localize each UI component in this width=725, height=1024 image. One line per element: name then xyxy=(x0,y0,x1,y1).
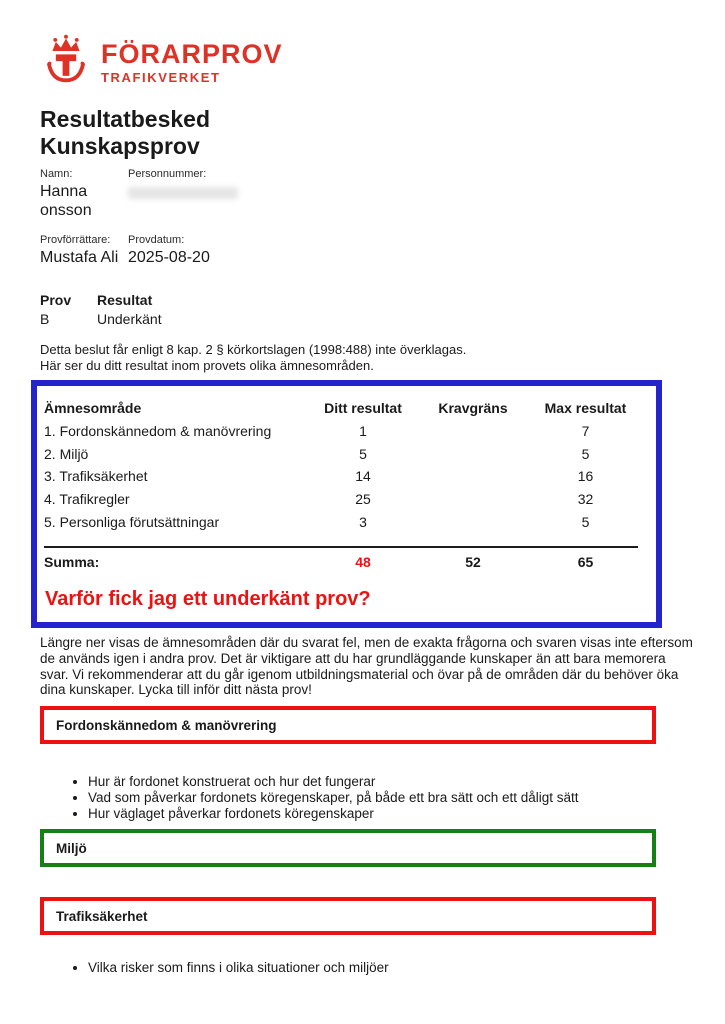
bullet-item: • Vilka risker som finns i olika situationer och miljöer xyxy=(88,960,652,976)
row-area: 2. Miljö xyxy=(44,445,89,462)
person-info-row xyxy=(40,168,348,220)
section-box-fordonskannedom xyxy=(40,706,656,744)
section-box-trafiksakerhet xyxy=(40,897,656,935)
examiner-value: Mustafa Ali xyxy=(40,249,119,266)
legal-note-block xyxy=(40,342,700,373)
summa-divider xyxy=(44,546,638,548)
table-row xyxy=(37,488,656,511)
row-area: 1. Fordonskännedom & manövrering xyxy=(44,423,272,440)
examiner-field xyxy=(40,234,128,267)
row-result: 5 xyxy=(359,445,367,462)
row-area: 4. Trafikregler xyxy=(44,491,130,508)
name-value: Hanna onsson xyxy=(40,183,92,219)
logo-brand-text: FÖRARPROV xyxy=(101,38,283,69)
row-area: 3. Trafiksäkerhet xyxy=(44,468,148,485)
row-max: 7 xyxy=(581,423,590,440)
table-row xyxy=(37,420,656,443)
exam-date-label: Provdatum: xyxy=(128,234,185,246)
page-title-line2: Kunskapsprov xyxy=(40,133,200,159)
row-result: 1 xyxy=(359,423,367,440)
section-box-miljo xyxy=(40,829,656,867)
row-result: 25 xyxy=(355,491,371,508)
col-header-requirement: Kravgräns xyxy=(438,400,508,416)
row-max: 32 xyxy=(577,491,594,508)
summa-result: 48 xyxy=(355,553,371,570)
col-header-area: Ämnesområde xyxy=(44,400,142,416)
legal-note: Detta beslut får enligt 8 kap. 2 § körkortslagen (1998:488) inte överklagas. xyxy=(40,342,467,357)
name-field xyxy=(40,168,128,220)
summa-label: Summa: xyxy=(44,553,100,570)
prov-result-summary xyxy=(40,292,297,327)
col-header-max: Max resultat xyxy=(544,400,627,416)
row-max: 5 xyxy=(581,445,590,462)
summa-row xyxy=(37,552,656,572)
bullet-item: • Vad som påverkar fordonets köregenskaper, på både ett bra sätt och ett dåligt sätt xyxy=(88,790,652,806)
logo-subbrand-text: TRAFIKVERKET xyxy=(101,69,221,85)
exam-date-value: 2025-08-20 xyxy=(128,249,210,266)
prov-header: Prov xyxy=(40,292,72,308)
results-table-header xyxy=(37,386,656,420)
personnummer-label: Personnummer: xyxy=(128,168,207,180)
name-label: Namn: xyxy=(40,168,73,180)
prov-value: B xyxy=(40,311,50,327)
summa-max: 65 xyxy=(577,553,594,570)
summa-krav: 52 xyxy=(465,553,481,570)
row-area: 5. Personliga förutsättningar xyxy=(44,513,220,530)
result-value: Underkänt xyxy=(97,311,162,327)
bullet-item: • Hur väglaget påverkar fordonets köregenskaper xyxy=(88,806,652,822)
section-title: Trafiksäkerhet xyxy=(56,908,148,924)
section-bullets-trafiksakerhet xyxy=(72,960,652,976)
table-row xyxy=(37,465,656,488)
exam-date-field xyxy=(128,234,348,267)
section-bullets-fordonskannedom xyxy=(72,774,652,823)
personnummer-field xyxy=(128,168,348,220)
crown-anchor-icon xyxy=(40,34,92,91)
exam-info-row xyxy=(40,234,348,267)
personnummer-value-redacted xyxy=(128,187,238,199)
explanation-paragraph: Längre ner visas de ämnesområden där du svarat fel, men de exakta frågorna och svaren visas inte eftersom de används igen i andra prov. Det är viktigare att du har grundläggande kunskaper än att bara memorera svar. Vi rekommenderar att du går igenom utbildningsmaterial och övar på de områden där du behöver öka dina kunskaper. Lycka till inför ditt nästa prov! xyxy=(40,635,693,698)
intro-line: Här ser du ditt resultat inom provets olika ämnesområden. xyxy=(40,357,374,373)
table-row xyxy=(37,443,656,466)
col-header-your-result: Ditt resultat xyxy=(324,400,402,416)
fail-question-heading: Varför fick jag ett underkänt prov? xyxy=(45,587,371,610)
results-box xyxy=(31,380,662,628)
page-title xyxy=(40,106,210,160)
trafikverket-logo xyxy=(40,34,283,91)
row-result: 3 xyxy=(359,513,367,530)
section-title: Fordonskännedom & manövrering xyxy=(56,717,277,733)
page-title-line1: Resultatbesked xyxy=(40,106,211,132)
examiner-label: Provförrättare: xyxy=(40,234,111,246)
table-row xyxy=(37,510,656,533)
row-max: 16 xyxy=(577,468,594,485)
row-result: 14 xyxy=(355,468,371,485)
section-title: Miljö xyxy=(56,840,87,856)
bullet-item: • Hur är fordonet konstruerat och hur det fungerar xyxy=(88,774,652,790)
row-max: 5 xyxy=(581,513,590,530)
result-header: Resultat xyxy=(97,292,153,308)
